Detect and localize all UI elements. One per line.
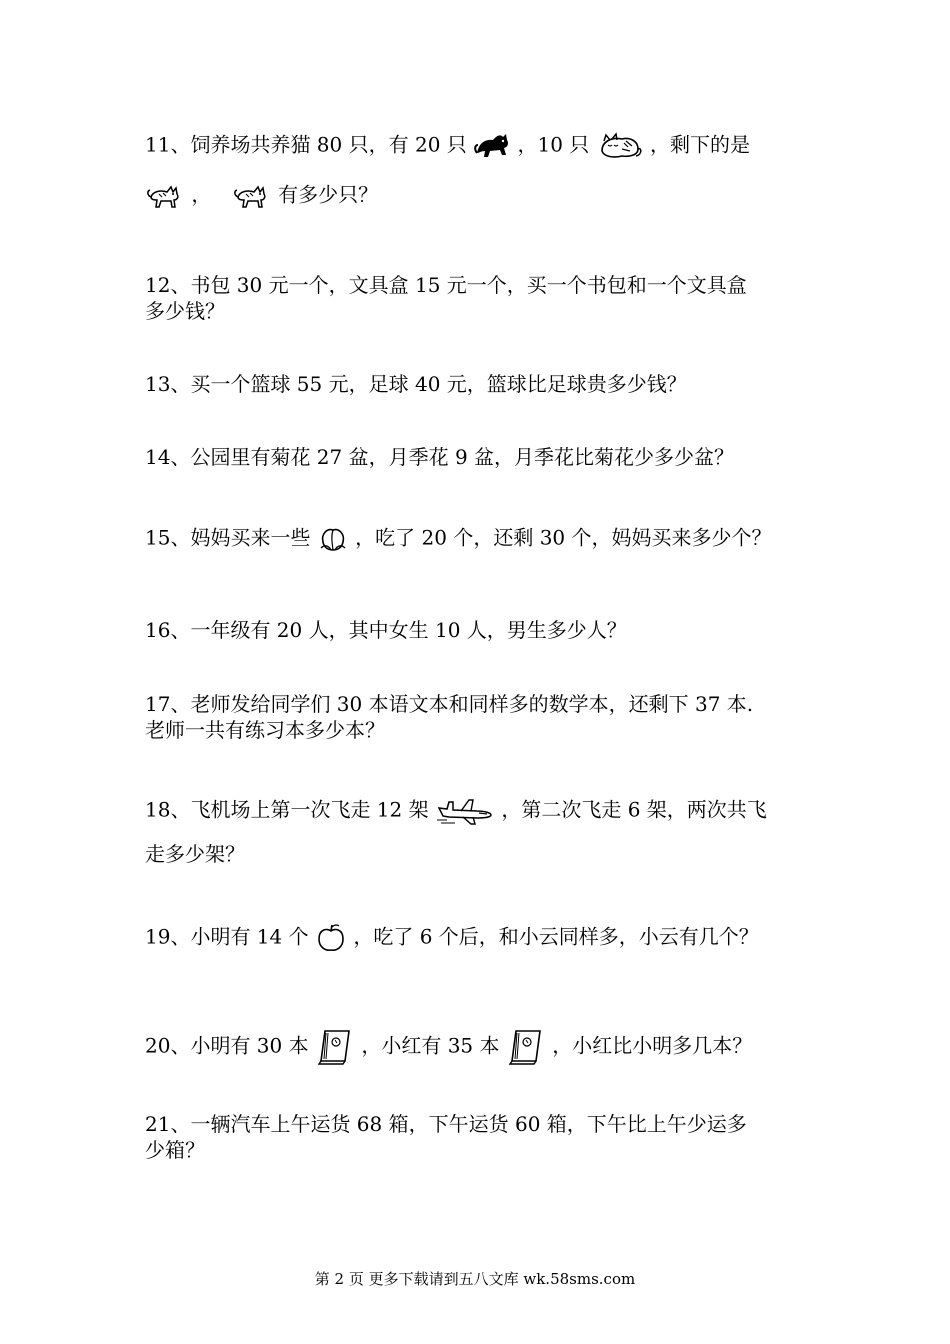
- q18-text-1: 18、飞机场上第一次飞走 12 架: [145, 797, 429, 822]
- question-19: [145, 922, 825, 954]
- sleeping-cat-icon: [596, 131, 644, 161]
- question-14: 14、公园里有菊花 27 盆，月季花 9 盆，月季花比菊花少多少盆？: [145, 445, 735, 469]
- walking-cat-icon: [145, 181, 185, 211]
- q20-text-1: 20、小明有 30 本: [145, 1033, 309, 1058]
- q11-text-2: ，10 只: [517, 132, 590, 157]
- apple-icon: [315, 922, 347, 954]
- page-footer: 第 2 页 更多下载请到五八文库 wk.58sms.com: [314, 1270, 636, 1288]
- question-20: [145, 1027, 825, 1067]
- question-15: [145, 524, 825, 554]
- question-16: 16、一年级有 20 人，其中女生 10 人，男生多少人？: [145, 618, 627, 642]
- question-18-line-1: [145, 796, 825, 826]
- walking-cat-icon: [232, 181, 272, 211]
- q20-text-2: ，小红有 35 本: [361, 1033, 500, 1058]
- question-11-line-2: [145, 181, 825, 211]
- question-12-line-1: 12、书包 30 元一个，文具盒 15 元一个，买一个书包和一个文具盒: [145, 273, 747, 297]
- q11-text-5: 有多少只？: [278, 182, 379, 207]
- question-12-line-2: 多少钱？: [145, 299, 225, 323]
- q11-text-1: 11、饲养场共养猫 80 只，有 20 只: [145, 132, 467, 157]
- question-11-line-1: [145, 131, 825, 161]
- airplane-icon: [435, 796, 495, 826]
- question-21-line-2: 少箱？: [145, 1138, 205, 1162]
- q19-text-1: 19、小明有 14 个: [145, 924, 309, 949]
- black-cat-icon: [473, 131, 511, 161]
- book-icon: [506, 1027, 546, 1067]
- q15-text-1: 15、妈妈买来一些: [145, 525, 311, 550]
- q18-text-2: ，第二次飞走 6 架，两次共飞: [501, 797, 767, 822]
- question-18-line-2: 走多少架？: [145, 842, 245, 866]
- question-17-line-2: 老师一共有练习本多少本？: [145, 718, 385, 742]
- question-21-line-1: 21、一辆汽车上午运货 68 箱，下午运货 60 箱，下午比上午少运多: [145, 1112, 747, 1136]
- q11-text-4: ，: [191, 182, 212, 207]
- q11-text-3: ，剩下的是: [650, 132, 751, 157]
- peach-icon: [317, 524, 349, 554]
- q20-text-3: ，小红比小明多几本？: [552, 1033, 753, 1058]
- book-icon: [315, 1027, 355, 1067]
- q15-text-2: ，吃了 20 个，还剩 30 个，妈妈买来多少个？: [355, 525, 772, 550]
- q19-text-2: ，吃了 6 个后，和小云同样多，小云有几个？: [353, 924, 759, 949]
- question-17-line-1: 17、老师发给同学们 30 本语文本和同样多的数学本，还剩下 37 本.: [145, 692, 754, 716]
- question-13: 13、买一个篮球 55 元，足球 40 元，篮球比足球贵多少钱？: [145, 372, 687, 396]
